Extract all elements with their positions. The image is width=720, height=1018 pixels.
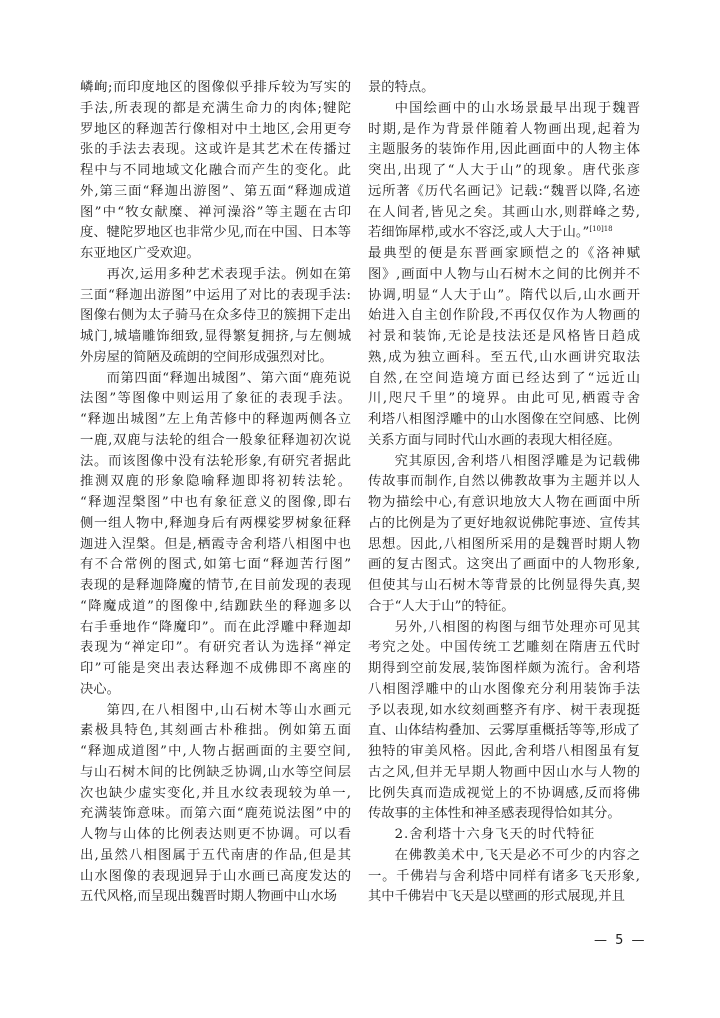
text-line: “释迦出城图”左上角苦修中的释迦两侧各立 [80, 412, 351, 427]
text-line: 罗地区的释迦苦行像相对中土地区,会用更夸 [80, 121, 351, 137]
text-line: 但使其与山石树木等背景的比例显得失真,契 [368, 578, 640, 593]
text-line: 关系方面与同时代山水画的表现大相径庭。 [368, 432, 621, 448]
paragraph [368, 618, 640, 826]
text-line: 充满装饰意味。而第六面“鹿苑说法图”中的 [80, 806, 351, 822]
text-line: 图像右侧为太子骑马在众多侍卫的簇拥下走出 [80, 308, 351, 324]
text-line: “释迦涅槃图”中也有象征意义的图像,即右 [80, 495, 351, 510]
text-line: 始进入自主创作阶段,不再仅仅作为人物画的 [368, 308, 640, 324]
paragraph [80, 369, 351, 701]
text-line: 中国绘画中的山水场景最早出现于魏晋 [394, 100, 640, 116]
text-line: 究其原因,舍利塔八相图浮雕是为记载佛 [394, 453, 640, 469]
text-line: 手法,所表现的都是充满生命力的肉体;犍陀 [80, 100, 351, 116]
paragraph [368, 99, 640, 452]
text-line: 程中与不同地域文化融合而产生的变化。此 [80, 163, 351, 178]
text-line: 与山石树木间的比例缺乏协调,山水等空间层 [80, 764, 351, 780]
text-line: 古之风,但并无早期人物画中因山水与人物的 [368, 764, 640, 780]
text-line: 人物与山体的比例表达则更不协调。可以看 [80, 827, 351, 842]
paragraph [80, 701, 351, 909]
paragraph [80, 78, 351, 265]
text-line: 第四,在八相图中,山石树木等山水画元 [106, 702, 351, 718]
text-line: 有不合常例的图式,如第七面“释迦苦行图” [80, 557, 351, 573]
text-line: 衬景和装饰,无论是技法还是风格皆日趋成 [368, 329, 640, 344]
text-line: 画的复古图式。这突出了画面中的人物形象, [368, 557, 640, 573]
text-line: 印”可能是突出表达释迦不成佛即不离座的 [80, 661, 351, 676]
text-line: “释迦成道图”中,人物占据画面的主要空间, [80, 744, 351, 759]
text-line: 在人间者,皆见之矣。其画山水,则群峰之势, [368, 204, 640, 220]
text-line: 次也缺少虚实变化,并且水纹表现较为单一, [80, 785, 351, 801]
text-line: 表现的是释迦降魔的情节,在目前发现的表现 [80, 578, 351, 593]
text-line: 张的手法去表现。这或许是其艺术在传播过 [80, 142, 351, 158]
text-line: 三面“释迦出游图”中运用了对比的表现手法: [80, 287, 351, 303]
text-line: 2.舍利塔十六身飞天的时代特征 [394, 827, 596, 842]
text-line: 时期,是作为背景伴随着人物画出现,起着为 [368, 121, 640, 137]
text-line: 主题服务的装饰作用,因此画面中的人物主体 [368, 142, 640, 158]
text-line: 物为描绘中心,有意识地放大人物在画面中所 [368, 495, 640, 510]
page-number: — 5 — [594, 933, 647, 948]
text-line: 东亚地区广受欢迎。 [80, 246, 200, 261]
text-line: 若细饰犀栉,或水不容泛,或人大于山。”$^{[10]18}$ [368, 225, 613, 241]
text-line: 一。千佛岩与舍利塔中同样有诸多飞天形象, [368, 868, 640, 884]
text-line: 表现为“禅定印”。有研究者认为选择“禅定 [80, 640, 351, 656]
text-line: 川,咫尺千里”的境界。由此可见,栖霞寺舍 [368, 391, 640, 407]
text-line: 右手垂地作“降魔印”。而在此浮雕中释迦却 [80, 619, 351, 635]
text-line: 山水图像的表现迥异于山水画已高度发达的 [80, 868, 351, 884]
paragraph [80, 265, 351, 369]
text-line: 而第四面“释迦出城图”、第六面“鹿苑说 [106, 370, 351, 386]
text-line: 传故事的主体性和神圣感表现得恰如其分。 [368, 806, 621, 822]
text-line: 予以表现,如水纹刻画整齐有序、树干表现挺 [368, 702, 640, 718]
paragraph [368, 452, 640, 618]
text-line: 传故事而制作,自然以佛教故事为主题并以人 [368, 474, 640, 490]
text-line: 思想。因此,八相图所采用的是魏晋时期人物 [368, 536, 640, 552]
text-line: 城门,城墙雕饰细致,显得繁复拥挤,与左侧城 [80, 329, 351, 344]
paragraph [368, 78, 640, 99]
text-line: 推测双鹿的形象隐喻释迦即将初转法轮。 [80, 474, 351, 490]
text-line: 占的比例是为了更好地叙说佛陀事迹、宣传其 [368, 515, 640, 531]
text-line: 八相图浮雕中的山水图像充分利用装饰手法 [368, 681, 640, 697]
text-line: 法。而该图像中没有法轮形象,有研究者据此 [80, 453, 351, 469]
text-line: 熟,成为独立画科。至五代,山水画讲究取法 [368, 349, 640, 365]
text-line: 考究之处。中国传统工艺雕刻在隋唐五代时 [368, 640, 640, 656]
text-line: 合于“人大于山”的特征。 [368, 598, 515, 614]
text-line: 一鹿,双鹿与法轮的组合一般象征释迦初次说 [80, 432, 351, 448]
text-line: 法图”等图像中则运用了象征的表现手法。 [80, 391, 351, 407]
text-line: 期得到空前发展,装饰图样颇为流行。舍利塔 [368, 661, 640, 676]
text-line: 利塔八相图浮雕中的山水图像在空间感、比例 [368, 412, 640, 427]
section-heading [368, 825, 640, 846]
text-line: 独特的审美风格。因此,舍利塔八相图虽有复 [368, 744, 640, 759]
text-line: 直、山体结构叠加、云雾厚重概括等等,形成了 [368, 723, 640, 739]
citation-reference: [10]18 [589, 225, 613, 234]
paragraph [368, 846, 640, 908]
text-line: 其中千佛岩中飞天是以壁画的形式展现,并且 [368, 889, 625, 905]
text-line: 决心。 [80, 681, 120, 697]
text-line: 最典型的便是东晋画家顾恺之的《洛神赋 [368, 246, 640, 261]
text-line: 图”中“牧女献糜、禅河澡浴”等主题在古印 [80, 204, 351, 220]
text-line: 突出,出现了“人大于山”的现象。唐代张彦 [368, 163, 640, 178]
text-line: 外房屋的简陋及疏朗的空间形成强烈对比。 [80, 349, 333, 365]
text-line: “降魔成道”的图像中,结跏趺坐的释迦多以 [80, 598, 351, 614]
text-line: 度、犍陀罗地区也非常少见,而在中国、日本等 [80, 225, 351, 241]
text-line: 在佛教美术中,飞天是必不可少的内容之 [394, 847, 640, 863]
text-line: 素极具特色,其刻画古朴稚拙。例如第五面 [80, 723, 351, 739]
text-line: 出,虽然八相图属于五代南唐的作品,但是其 [80, 847, 351, 863]
text-line: 景的特点。 [368, 80, 435, 95]
text-line: 再次,运用多种艺术表现手法。例如在第 [106, 266, 351, 282]
text-line: 迦进入涅槃。但是,栖霞寺舍利塔八相图中也 [80, 536, 351, 552]
text-line: 五代风格,而呈现出魏晋时期人物画中山水场 [80, 889, 337, 905]
text-line: 嶙峋;而印度地区的图像似乎排斥较为写实的 [80, 80, 351, 95]
text-line: 外,第三面“释迦出游图”、第五面“释迦成道 [80, 183, 351, 199]
text-line: 侧一组人物中,释迦身后有两棵娑罗树象征释 [80, 515, 351, 531]
text-line: 协调,明显“人大于山”。隋代以后,山水画开 [368, 287, 640, 303]
right-column [368, 78, 640, 908]
text-line: 另外,八相图的构图与细节处理亦可见其 [394, 619, 640, 635]
text-line: 比例失真而造成视觉上的不协调感,反而将佛 [368, 785, 640, 801]
left-column [80, 78, 351, 908]
text-line: 远所著《历代名画记》记载:“魏晋以降,名迹 [368, 183, 640, 199]
text-line: 自然,在空间造境方面已经达到了“远近山 [368, 370, 640, 386]
text-line: 图》,画面中人物与山石树木之间的比例并不 [368, 266, 640, 282]
